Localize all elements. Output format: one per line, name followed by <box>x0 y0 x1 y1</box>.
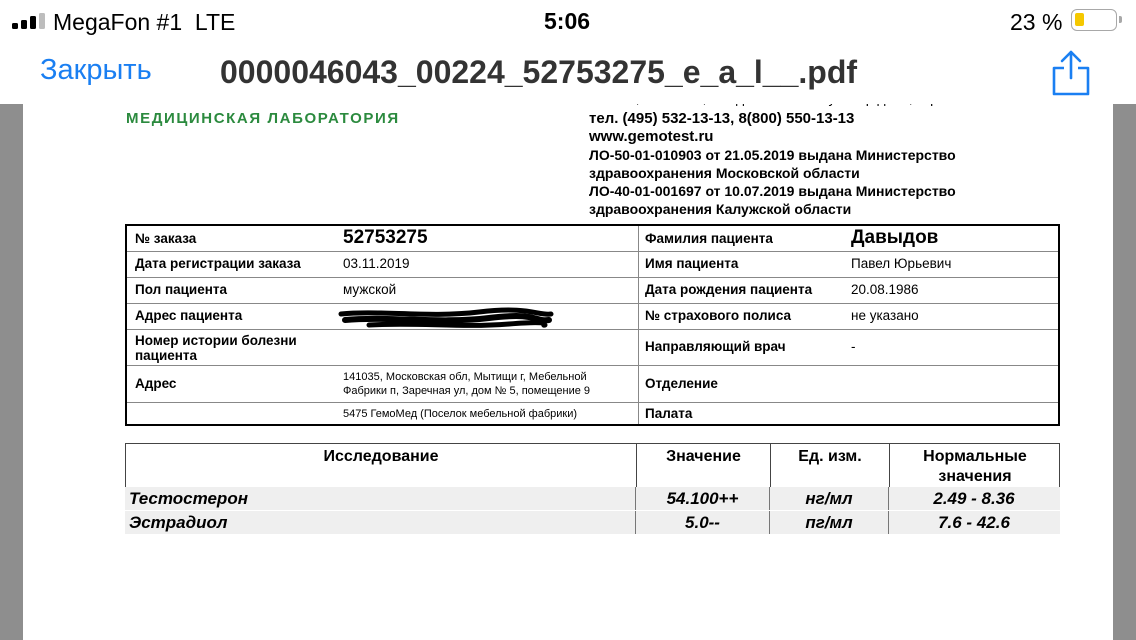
close-button[interactable]: Закрыть <box>40 54 152 86</box>
battery-level-fill <box>1075 13 1084 26</box>
license-line: ЛО-40-01-001697 от 10.07.2019 выдана Министерство <box>589 183 956 199</box>
order-number: 52753275 <box>343 227 428 248</box>
patient-address-label: Адрес пациента <box>135 308 243 323</box>
lab-info <box>589 110 956 218</box>
surname-value: Давыдов <box>851 227 939 248</box>
address-label: Адрес <box>135 376 177 391</box>
test-reference: 7.6 - 42.6 <box>938 513 1010 532</box>
column-header: Ед. изм. <box>798 448 862 465</box>
column-header: Нормальные значения <box>923 448 1027 485</box>
office-value: 5475 ГемоМед (Поселок мебельной фабрики) <box>343 408 578 420</box>
surname-label: Фамилия пациента <box>645 231 773 246</box>
patient-info-table <box>125 224 1060 426</box>
license-line: ЛО-50-01-010903 от 21.05.2019 выдана Министерство <box>589 147 956 163</box>
redaction-scribble <box>339 308 554 330</box>
results-table <box>125 443 1060 535</box>
test-value: 5.0-- <box>685 513 720 532</box>
table-row <box>125 487 1060 511</box>
battery-icon <box>1071 9 1117 31</box>
table-row <box>127 226 1058 252</box>
pdf-page <box>23 104 1113 640</box>
battery-percent: 23 % <box>1010 9 1063 35</box>
license-line: здравоохранения Московской области <box>589 165 860 181</box>
doctor-value: - <box>851 339 856 354</box>
column-header: Исследование <box>323 448 439 465</box>
test-value: 54.100++ <box>666 489 739 508</box>
policy-value: не указано <box>851 308 919 323</box>
test-unit: пг/мл <box>805 513 853 532</box>
test-name: Тестостерон <box>129 489 248 508</box>
policy-label: № страхового полиса <box>645 308 792 323</box>
document-title: 0000046043_00224_52753275_e_a_l__.pdf <box>220 54 858 90</box>
signal-strength-icon <box>12 13 46 29</box>
table-row <box>127 304 1058 330</box>
lab-website: www.gemotest.ru <box>589 128 714 145</box>
results-header <box>125 443 1060 487</box>
reg-date-label: Дата регистрации заказа <box>135 256 301 271</box>
share-icon <box>1050 48 1092 98</box>
table-row <box>127 278 1058 304</box>
test-name: Эстрадиол <box>129 513 228 532</box>
test-unit: нг/мл <box>805 489 853 508</box>
pdf-viewer[interactable] <box>0 104 1136 640</box>
sex-label: Пол пациента <box>135 282 227 297</box>
name-label: Имя пациента <box>645 256 739 271</box>
doctor-label: Направляющий врач <box>645 339 786 354</box>
name-value: Павел Юрьевич <box>851 256 952 271</box>
sex-value: мужской <box>343 282 397 297</box>
lab-logo-subtitle: МЕДИЦИНСКАЯ ЛАБОРАТОРИЯ <box>126 110 400 127</box>
table-row <box>127 366 1058 403</box>
table-row <box>127 330 1058 366</box>
birth-value: 20.08.1986 <box>851 282 919 297</box>
share-button[interactable] <box>1050 48 1092 98</box>
address-line: 141035, Московская обл, Мытищи г, Мебельной <box>343 371 587 383</box>
status-bar <box>0 0 1136 44</box>
reg-date-value: 03.11.2019 <box>343 256 410 271</box>
department-label: Отделение <box>645 376 718 391</box>
column-header: Значение <box>666 448 741 465</box>
order-label: № заказа <box>135 231 197 246</box>
history-label: Номер истории болезни пациента <box>135 333 297 363</box>
table-row <box>127 252 1058 278</box>
test-reference: 2.49 - 8.36 <box>933 489 1015 508</box>
clock: 5:06 <box>544 8 591 34</box>
table-row <box>127 403 1058 424</box>
ward-label: Палата <box>645 406 693 421</box>
address-line: Фабрики п, Заречная ул, дом № 5, помещение 9 <box>343 385 591 397</box>
license-line: здравоохранения Калужской области <box>589 201 852 217</box>
table-row <box>125 511 1060 535</box>
carrier-label: MegaFon #1 LTE <box>53 9 236 35</box>
lab-phone: тел. (495) 532-13-13, 8(800) 550-13-13 <box>589 110 855 127</box>
birth-label: Дата рождения пациента <box>645 282 813 297</box>
navigation-bar <box>0 44 1136 104</box>
